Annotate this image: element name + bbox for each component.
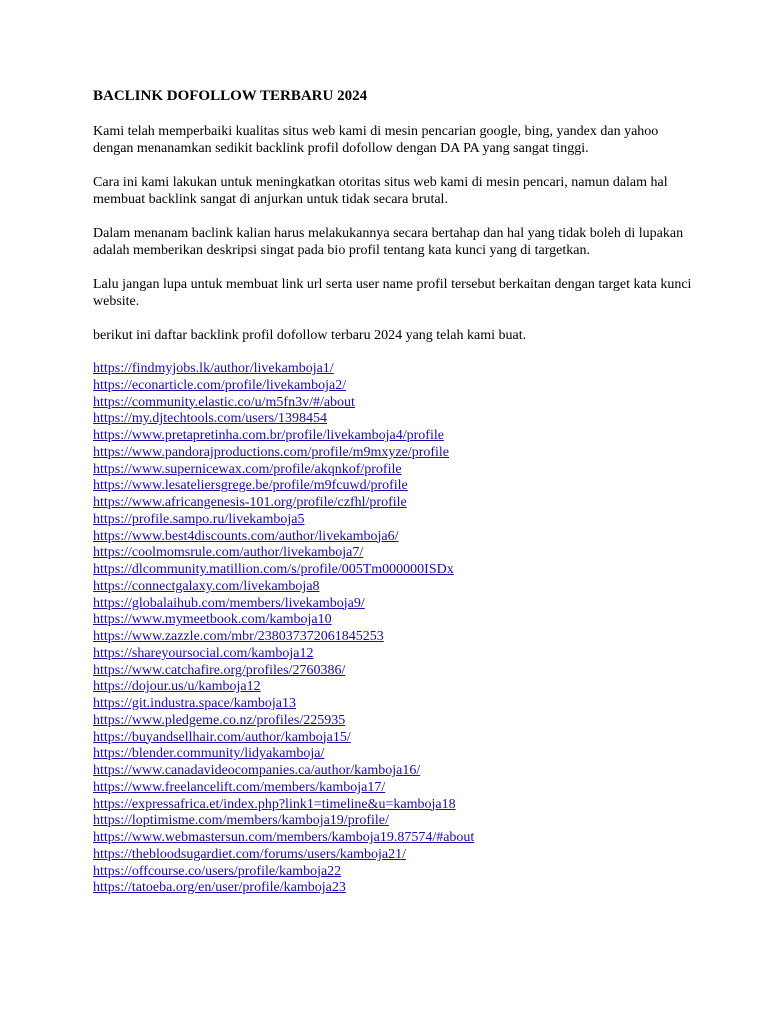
backlink-link[interactable]: https://findmyjobs.lk/author/livekamboja1/	[93, 361, 334, 376]
backlink-link[interactable]: https://www.mymeetbook.com/kamboja10	[93, 612, 332, 628]
backlink-link[interactable]: https://www.pretapretinha.com.br/profile/livekamboja4/profile	[93, 428, 444, 443]
backlink-link[interactable]: https://coolmomsrule.com/author/livekamboja7/	[93, 545, 364, 561]
document-title: BACLINK DOFOLLOW TERBARU 2024	[93, 88, 368, 104]
list-item	[93, 462, 693, 479]
list-item	[93, 378, 693, 395]
backlink-link[interactable]: https://www.zazzle.com/mbr/238037372061845253	[93, 629, 384, 644]
list-item	[93, 763, 693, 780]
list-item	[93, 780, 693, 797]
list-item	[93, 579, 693, 596]
backlink-link[interactable]: https://dlcommunity.matillion.com/s/profile/005Tm000000ISDx	[93, 562, 454, 577]
list-item	[93, 830, 693, 847]
backlink-link[interactable]: https://www.africangenesis-101.org/profile/czfhl/profile	[93, 495, 407, 510]
list-item	[93, 847, 693, 864]
backlink-link[interactable]: https://profile.sampo.ru/livekamboja5	[93, 511, 305, 527]
backlink-link[interactable]: https://www.pledgeme.co.nz/profiles/225935	[93, 712, 346, 728]
backlink-link[interactable]: https://dojour.us/u/kamboja12	[93, 679, 261, 695]
backlink-link[interactable]: https://www.supernicewax.com/profile/akqnkof/profile	[93, 461, 402, 477]
backlink-link[interactable]: https://thebloodsugardiet.com/forums/users/kamboja21/	[93, 846, 407, 862]
list-item	[93, 730, 693, 747]
list-item	[93, 428, 693, 445]
backlink-link[interactable]: https://my.djtechtools.com/users/1398454	[93, 411, 327, 427]
list-item	[93, 629, 693, 646]
list-item	[93, 746, 693, 763]
backlink-list	[93, 361, 693, 897]
backlink-link[interactable]: https://www.lesateliersgrege.be/profile/m9fcuwd/profile	[93, 478, 408, 494]
backlink-link[interactable]: https://www.catchafire.org/profiles/2760386/	[93, 662, 346, 678]
backlink-link[interactable]: https://globalaihub.com/members/livekamboja9/	[93, 595, 365, 611]
list-item	[93, 478, 693, 495]
backlink-link[interactable]: https://community.elastic.co/u/m5fn3v/#/about	[93, 394, 355, 410]
backlink-link[interactable]: https://econarticle.com/profile/livekamboja2/	[93, 377, 347, 393]
list-item	[93, 679, 693, 696]
list-item	[93, 696, 693, 713]
backlink-link[interactable]: https://www.freelancelift.com/members/kamboja17/	[93, 779, 386, 795]
backlink-link[interactable]: https://expressafrica.et/index.php?link1=timeline&u=kamboja18	[93, 796, 456, 812]
list-item	[93, 813, 693, 830]
backlink-link[interactable]: https://www.pandorajproductions.com/profile/m9mxyze/profile	[93, 444, 450, 460]
list-item	[93, 880, 693, 897]
backlink-link[interactable]: https://shareyoursocial.com/kamboja12	[93, 645, 314, 661]
list-item	[93, 495, 693, 512]
list-item	[93, 529, 693, 546]
paragraph-list-intro: berikut ini daftar backlink profil dofollow terbaru 2024 yang telah kami buat.	[93, 328, 527, 343]
backlink-link[interactable]: https://buyandsellhair.com/author/kamboja15/	[93, 729, 351, 745]
list-item	[93, 395, 693, 412]
backlink-link[interactable]: https://tatoeba.org/en/user/profile/kamboja23	[93, 880, 346, 896]
list-item	[93, 713, 693, 730]
backlink-link[interactable]: https://www.canadavideocompanies.ca/author/kamboja16/	[93, 763, 421, 778]
list-item	[93, 512, 693, 529]
backlink-link[interactable]: https://git.industra.space/kamboja13	[93, 696, 296, 711]
paragraph-planting: Dalam menanam baclink kalian harus melakukannya secara bertahap dan hal yang tidak boleh di lupakan adalah memberikan deskripsi singat pada bio profil tentang kata kunci yang di targetkan.	[93, 226, 684, 258]
backlink-link[interactable]: https://connectgalaxy.com/livekamboja8	[93, 578, 320, 594]
backlink-link[interactable]: https://offcourse.co/users/profile/kamboja22	[93, 863, 342, 879]
list-item	[93, 361, 693, 378]
list-item	[93, 545, 693, 562]
list-item	[93, 797, 693, 814]
list-item	[93, 864, 693, 881]
list-item	[93, 445, 693, 462]
backlink-link[interactable]: https://blender.community/lidyakamboja/	[93, 746, 325, 762]
paragraph-intro: Kami telah memperbaiki kualitas situs web kami di mesin pencarian google, bing, yandex dan yahoo dengan menanamkan sedikit backlink profil dofollow dengan DA PA yang sangat tinggi.	[93, 124, 659, 156]
list-item	[93, 596, 693, 613]
backlink-link[interactable]: https://loptimisme.com/members/kamboja19/profile/	[93, 813, 389, 829]
backlink-link[interactable]: https://www.webmastersun.com/members/kamboja19.87574/#about	[93, 830, 475, 845]
list-item	[93, 646, 693, 663]
list-item	[93, 612, 693, 629]
paragraph-url-advice: Lalu jangan lupa untuk membuat link url serta user name profil tersebut berkaitan dengan target kata kunci website.	[93, 277, 692, 309]
list-item	[93, 562, 693, 579]
paragraph-method: Cara ini kami lakukan untuk meningkatkan otoritas situs web kami di mesin pencari, namun dalam hal membuat backlink sangat di anjurkan untuk tidak secara brutal.	[93, 175, 668, 207]
list-item	[93, 663, 693, 680]
list-item	[93, 411, 693, 428]
document-page	[93, 88, 693, 897]
backlink-link[interactable]: https://www.best4discounts.com/author/livekamboja6/	[93, 528, 399, 544]
